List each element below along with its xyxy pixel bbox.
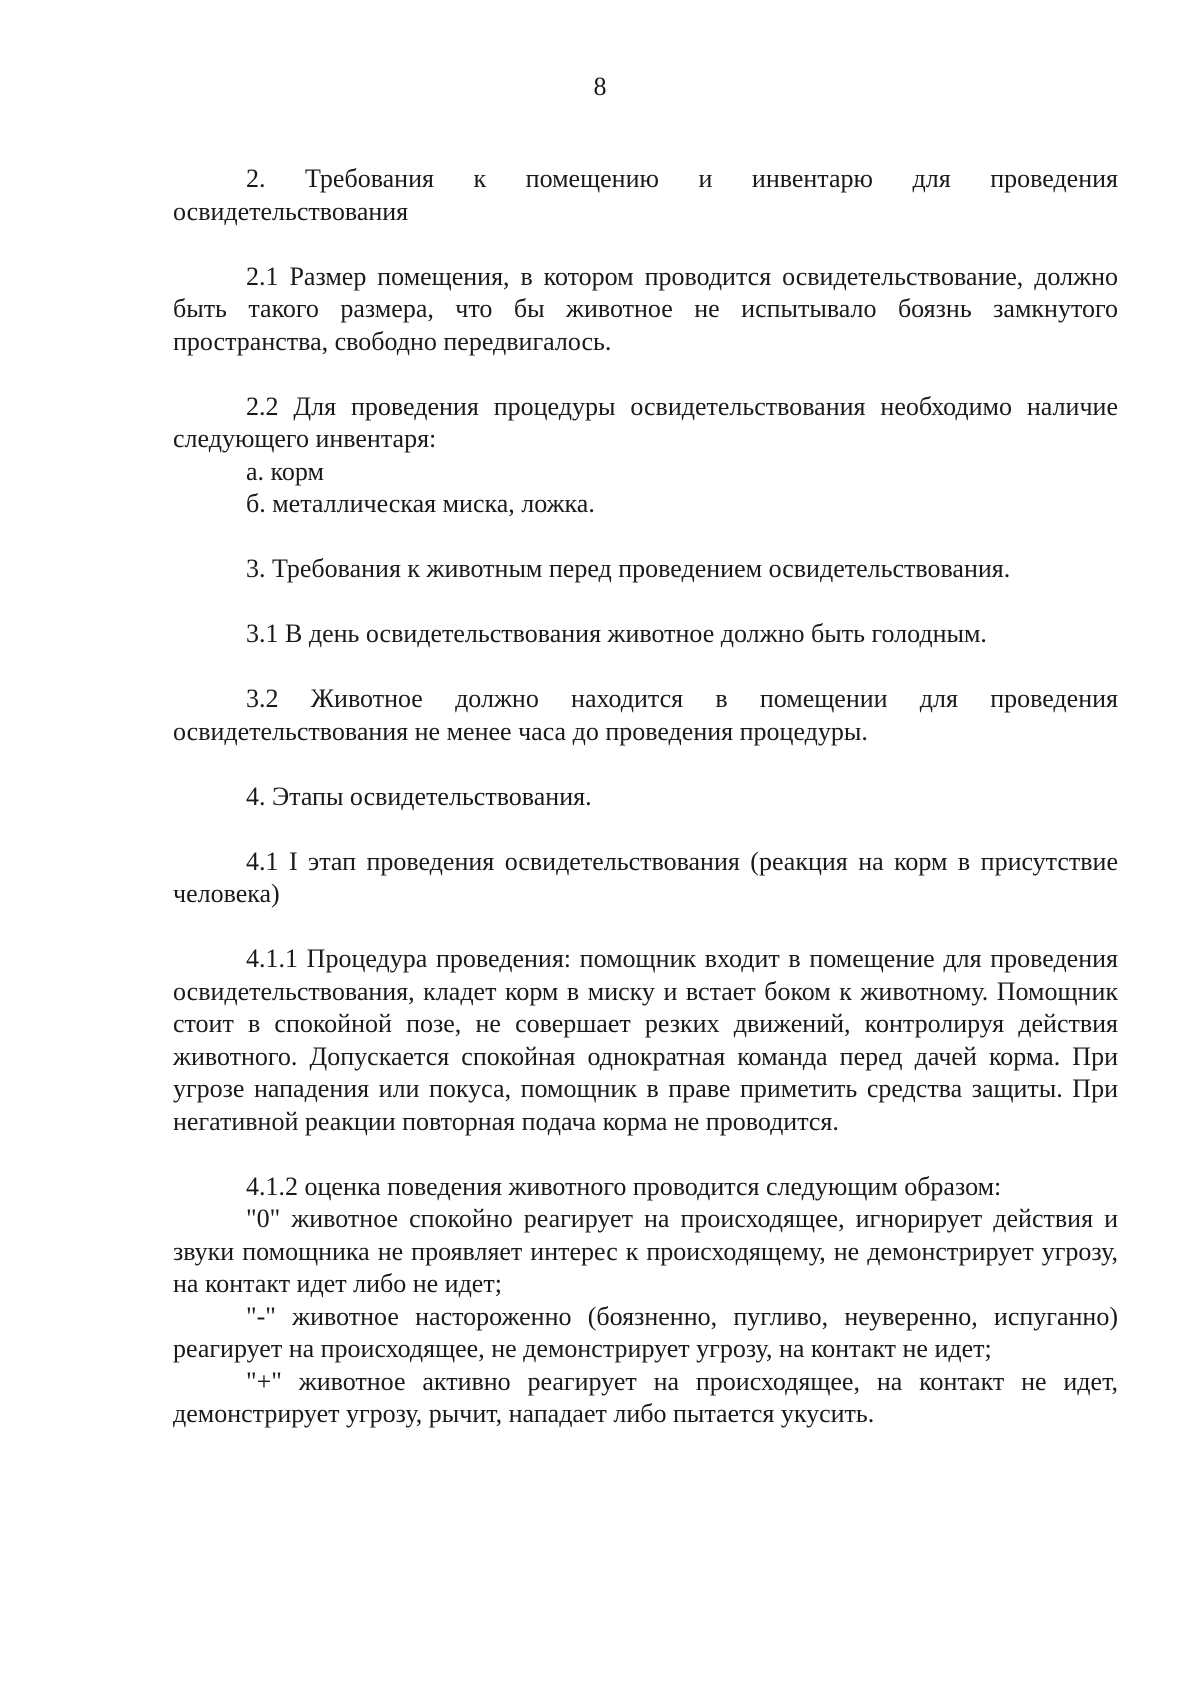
section-2-1: 2.1 Размер помещения, в котором проводится освидетельствование, должно быть такого размера, что бы животное не испытывало боязнь замкнутого пространства, свободно передвигалось. [173,261,1118,356]
score-zero: "0" животное спокойно реагирует на происходящее, игнорирует действия и звуки помощника не проявляет интерес к происходящему, не демонстрирует угрозу, на контакт идет либо не идет; [173,1204,1118,1298]
section-2-heading: 2. Требования к помещению и инвентарю для проведения освидетельствования [173,164,1118,226]
section-2-2: 2.2 Для проведения процедуры освидетельствования необходимо наличие следующего инвентаря: [173,391,1118,453]
section-3-2: 3.2 Животное должно находится в помещении для проведения освидетельствования не менее часа до проведения процедуры. [173,684,1118,746]
inventory-item-a: а. корм [246,456,324,486]
inventory-item-b: б. металлическая миска, ложка. [246,489,595,518]
section-3-heading: 3. Требования к животным перед проведением освидетельствования. [246,554,1011,583]
section-4-1-1: 4.1.1 Процедура проведения: помощник входит в помещение для проведения освидетельствования, кладет корм в миску и встает боком к животному. Помощник стоит в спокойной позе, не совершает резких движений, контролируя действия животного. Допускается спокойная однократная команда перед дачей корма. При угрозе нападения или покуса, помощник в праве приметить средства защиты. При негативной реакции повторная подача корма не проводится. [173,944,1118,1136]
document-body [173,163,1118,1431]
section-4-heading: 4. Этапы освидетельствования. [246,781,592,811]
section-3-1: 3.1 В день освидетельствования животное должно быть голодным. [246,619,987,648]
score-minus: "-" животное настороженно (боязненно, пугливо, неуверенно, испуганно) реагирует на происходящее, не демонстрирует угрозу, на контакт не идет; [173,1301,1118,1363]
section-4-1-2: 4.1.2 оценка поведения животного проводится следующим образом: [246,1171,1002,1201]
section-4-1: 4.1 I этап проведения освидетельствования (реакция на корм в присутствие человека) [173,846,1118,908]
page-number: 8 [593,72,607,101]
score-plus: "+" животное активно реагирует на происходящее, на контакт не идет, демонстрирует угрозу, рычит, нападает либо пытается укусить. [173,1366,1118,1428]
